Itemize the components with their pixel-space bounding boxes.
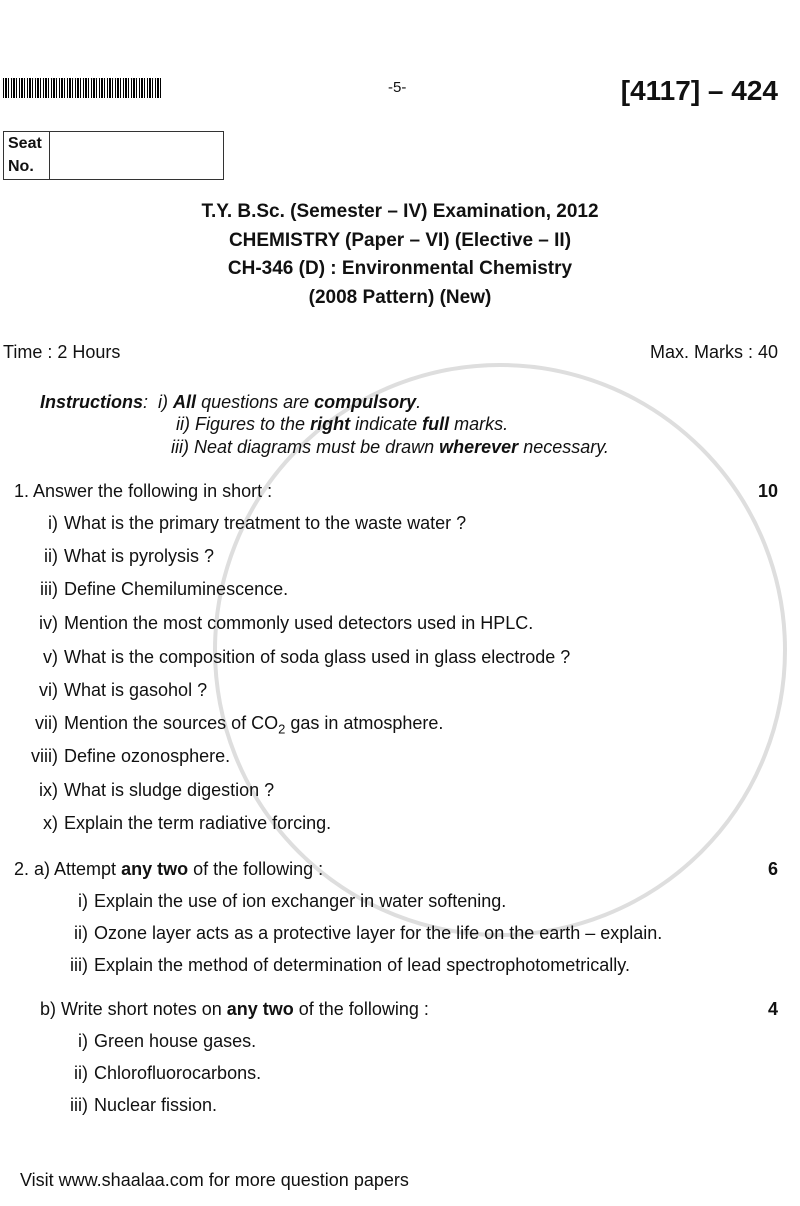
- list-item: iii) Define Chemiluminescence.: [40, 579, 289, 599]
- q1-marks: 10: [757, 481, 778, 501]
- list-item: ii) Chlorofluorocarbons.: [74, 1063, 262, 1083]
- list-item: i) What is the primary treatment to the waste water ?: [48, 513, 467, 533]
- time-allowed: Time : 2 Hours: [3, 342, 121, 362]
- paper-code: [4117] – 424: [620, 75, 778, 106]
- q2a-marks: 6: [767, 859, 778, 879]
- max-marks: Max. Marks : 40: [649, 342, 778, 362]
- seat-label: Seat No.: [4, 132, 50, 179]
- list-item: ix) What is sludge digestion ?: [39, 780, 275, 800]
- list-item: iv) Mention the most commonly used detectors used in HPLC.: [39, 613, 534, 633]
- q2a-heading: 2. a) Attempt any two of the following :: [14, 859, 324, 879]
- seat-number-box: [3, 131, 224, 180]
- list-item: iii) Explain the method of determination of lead spectrophotometrically.: [70, 955, 630, 975]
- list-item: iii) Nuclear fission.: [70, 1095, 218, 1115]
- barcode: [3, 78, 161, 98]
- list-item: vi) What is gasohol ?: [39, 680, 208, 700]
- instruction-2: ii) Figures to the right indicate full marks.: [176, 414, 509, 434]
- list-item: ii) Ozone layer acts as a protective layer for the life on the earth – explain.: [74, 923, 663, 943]
- list-item: i) Explain the use of ion exchanger in water softening.: [78, 891, 507, 911]
- list-item: v) What is the composition of soda glass used in glass electrode ?: [43, 647, 571, 667]
- list-item: ii) What is pyrolysis ?: [44, 546, 215, 566]
- instruction-1: Instructions: i) All questions are compulsory.: [40, 392, 422, 412]
- page-number: -5-: [388, 79, 407, 96]
- exam-title: T.Y. B.Sc. (Semester – IV) Examination, 2012: [201, 201, 599, 222]
- list-item: viii) Define ozonosphere.: [31, 746, 231, 766]
- subject-title: CHEMISTRY (Paper – VI) (Elective – II): [228, 230, 572, 251]
- q2b-heading: b) Write short notes on any two of the following :: [40, 999, 429, 1019]
- instruction-3: iii) Neat diagrams must be drawn wherever necessary.: [171, 437, 609, 457]
- list-item: x) Explain the term radiative forcing.: [43, 813, 332, 833]
- course-title: CH-346 (D) : Environmental Chemistry: [227, 258, 573, 279]
- list-item: vii) Mention the sources of $CO_2$ gas in atmosphere.: [35, 713, 444, 737]
- pattern-title: (2008 Pattern) (New): [308, 287, 492, 308]
- footer-link[interactable]: Visit www.shaalaa.com for more question papers: [20, 1170, 409, 1190]
- list-item: i) Green house gases.: [78, 1031, 257, 1051]
- q1-heading: 1. Answer the following in short :: [14, 481, 273, 501]
- q2b-marks: 4: [767, 999, 778, 1019]
